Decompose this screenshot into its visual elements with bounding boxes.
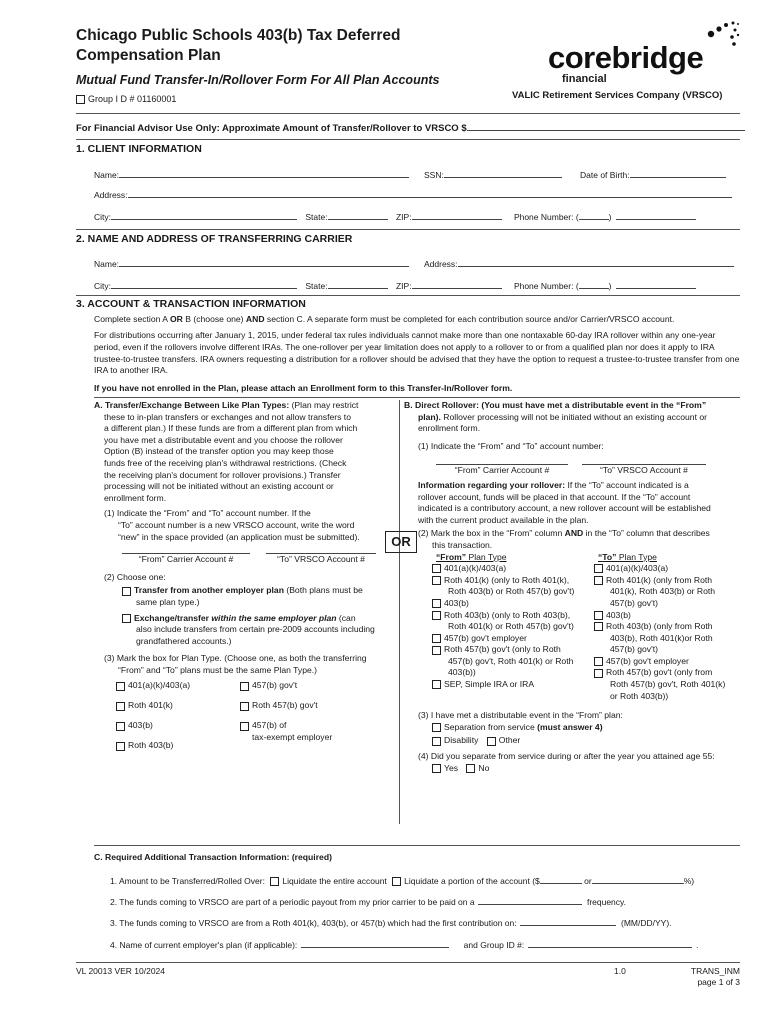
yes-label: Yes: [444, 762, 459, 773]
plan-type-label: Roth 403(b): [128, 740, 174, 751]
q3-format: (MM/DD/YY).: [621, 918, 672, 928]
separation-option[interactable]: [404, 722, 740, 734]
plan-type-option[interactable]: [116, 740, 240, 760]
from-type-option[interactable]: [432, 644, 594, 679]
to-type-option[interactable]: [594, 575, 740, 610]
divider: [76, 139, 740, 140]
opt2-rest: (can: [336, 612, 356, 623]
from-plan-types: [432, 552, 594, 703]
info-line: with the current product available in the plan.: [418, 514, 589, 525]
to-type-label: Roth 457(b) gov't, Roth 401(k): [610, 679, 726, 690]
to-type-checkbox[interactable]: [594, 611, 603, 620]
client-name-field[interactable]: [119, 168, 409, 178]
divider: [76, 295, 740, 296]
opt1-bold: Transfer from another employer plan: [134, 585, 284, 596]
plan-type-checkbox[interactable]: [116, 742, 125, 751]
rollover-rule-paragraph: For distributions occurring after January 1, 2015, under federal tax rules individuals cannot make more than one nontaxable 60-day IRA rollover within any one-year period, even if the rollovers involve different IRAs. The one-rollover per year limitation does not apply to a rollover to or from a qualified plan nor does it apply to IRA trustee-to-trustee transfers. IRA owners requesting a distribution for a rollover should be advised that they have the option to request a trustee-to-trustee transfer from one IRA to another IRA.: [94, 330, 740, 376]
to-type-checkbox[interactable]: [594, 657, 603, 666]
section-a-item2: (2) Choose one:: [104, 571, 166, 582]
advisor-label: For Financial Advisor Use Only: Approximate Amount of Transfer/Rollover to VRSCO $: [76, 123, 467, 134]
plan-type-left: [116, 680, 240, 760]
dob-field[interactable]: [630, 168, 726, 178]
carrier-address-row: [424, 257, 734, 269]
section-a-title: A. Transfer/Exchange Between Like Plan Types:: [94, 400, 290, 410]
address-label: Address:: [424, 259, 458, 269]
section-b-item1: (1) Indicate the “From” and “To” account number:: [418, 440, 604, 451]
to-type-option[interactable]: [594, 667, 740, 702]
transfer-employer-checkbox[interactable]: [122, 587, 131, 596]
section-b-accounts: [404, 464, 740, 477]
from-account-label: “From” Carrier Account #: [138, 554, 234, 565]
employer-plan-field[interactable]: [301, 938, 449, 948]
name-label: Name:: [94, 170, 120, 180]
section-a-item3: [94, 653, 394, 676]
from-type-label: 403(b): [444, 597, 469, 608]
item2-text: (2) Mark the box in the “From” column: [418, 528, 565, 539]
group-id-label: Group I D # 01160001: [88, 94, 177, 104]
ssn-row: [424, 168, 562, 180]
opt1-line2: same plan type.): [136, 596, 200, 607]
group-id: [76, 94, 176, 104]
from-type-label: Roth 401(k) (only to Roth 401(k),: [444, 574, 570, 585]
plan-type-option[interactable]: [240, 680, 390, 700]
plan-type-checkbox[interactable]: [240, 702, 249, 711]
section-b-title-rest: (You must have met a distributable event in the “From”: [481, 400, 707, 410]
to-type-option[interactable]: [594, 610, 740, 622]
disability-checkbox[interactable]: [432, 737, 441, 746]
item1-line: “new” in the space provided (an application must be submitted).: [118, 531, 360, 542]
section-b-item2: [404, 528, 740, 540]
to-type-checkbox[interactable]: [594, 669, 603, 678]
column-divider: [399, 400, 400, 824]
phone-close: ): [608, 281, 612, 291]
carrier-city-field[interactable]: [111, 279, 297, 289]
other-checkbox[interactable]: [487, 737, 496, 746]
city-row: [94, 210, 696, 222]
to-type-option[interactable]: [594, 621, 740, 656]
to-type-checkbox[interactable]: [594, 564, 603, 573]
section1-heading: 1. CLIENT INFORMATION: [76, 143, 202, 155]
from-type-label: SEP, Simple IRA or IRA: [444, 679, 535, 690]
to-type-label: 403(b), Roth 401(k)or Roth: [610, 632, 713, 643]
to-type-label: 457(b) gov't employer: [606, 655, 689, 666]
client-state-field[interactable]: [328, 210, 388, 220]
to-type-option[interactable]: [594, 563, 740, 575]
from-type-option[interactable]: [432, 633, 594, 645]
disability-label: Disability: [444, 735, 479, 746]
info-line: indicated is a contributory account, a new rollover account will be established: [418, 503, 711, 514]
info-line: rollover account, funds will be placed in that account. If the “To” account: [418, 491, 691, 502]
item1-line: “To” account number is a new VRSCO account, write the word: [118, 519, 355, 530]
plan-type-option[interactable]: [240, 700, 390, 720]
q4-label: 4. Name of current employer's plan (if applicable):: [110, 940, 298, 950]
q4-end: .: [696, 940, 699, 950]
form-id: VL 20013 VER 10/2024: [76, 966, 166, 976]
carrier-city-row: [94, 279, 696, 291]
section3-intro: [94, 314, 740, 326]
zip-label: ZIP:: [395, 212, 412, 222]
to-type-option[interactable]: [594, 656, 740, 668]
intro-text: section C. A separate form must be completed for each contribution source and/or Carrier/VRSCO account.: [264, 314, 675, 324]
opt2-bold: Exchange/transfer: [134, 612, 212, 623]
opt2-line: grandfathered accounts.): [136, 635, 232, 646]
from-type-checkbox[interactable]: [432, 611, 441, 620]
to-type-label: or Roth 403(b)): [610, 690, 669, 701]
b-from-account-field[interactable]: [436, 464, 568, 477]
divider: [76, 229, 740, 230]
intro-text: B (choose one): [182, 314, 246, 324]
client-name-row: [94, 168, 409, 180]
from-type-checkbox[interactable]: [432, 564, 441, 573]
desc-line: the receiving plan's document for rollover provisions.) Transfer: [104, 469, 341, 480]
portion-percent-field[interactable]: [592, 874, 684, 884]
state-label: State:: [305, 281, 328, 291]
item3-line: “From” and “To” plans must be the same Plan Type.): [118, 664, 318, 675]
from-type-label: Roth 401(k) or Roth 457(b) gov't): [448, 621, 574, 632]
intro-text: Complete section A: [94, 314, 170, 324]
name-label: Name:: [94, 259, 120, 269]
client-address-field[interactable]: [128, 188, 732, 198]
option-transfer-employer[interactable]: [94, 585, 394, 608]
plan-type-option[interactable]: [116, 720, 240, 740]
b-line2: Rollover processing will not be initiated without an existing account or: [440, 411, 707, 422]
divider: [94, 397, 740, 398]
to-head: Plan Type: [616, 551, 657, 562]
q1-label: 1. Amount to be Transferred/Rolled Over:: [110, 876, 265, 886]
from-type-label: 401(a)(k)/403(a): [444, 563, 507, 574]
section-a: [94, 400, 394, 760]
enrollment-note: If you have not enrolled in the Plan, please attach an Enrollment form to this Transfer-In/Rollover form.: [94, 383, 513, 393]
q3-label: 3. The funds coming to VRSCO are from a Roth 401(k), 403(b), or 457(b) which had the first contribution on:: [110, 918, 517, 928]
a-to-account-field[interactable]: [266, 553, 376, 566]
plan-type-label: tax-exempt employer: [252, 732, 333, 743]
desc-line: enrollment form.: [104, 492, 167, 503]
to-type-label: Roth 401(k) (only from Roth: [606, 574, 713, 585]
payout-frequency-field[interactable]: [478, 895, 582, 905]
or-label: or: [584, 876, 592, 886]
liquidate-portion-checkbox[interactable]: [392, 877, 401, 886]
first-contribution-date-field[interactable]: [520, 916, 616, 926]
plan-type-checkbox[interactable]: [116, 702, 125, 711]
plan-type-option[interactable]: [116, 680, 240, 700]
portion-amount-field[interactable]: [540, 874, 582, 884]
item2-text: in the “To” column that describes: [583, 528, 710, 539]
to-type-checkbox[interactable]: [594, 622, 603, 631]
corebridge-logo: corebridge: [548, 40, 704, 75]
plan-type-right: [240, 680, 390, 760]
other-label: Other: [498, 735, 521, 746]
intro-and: AND: [245, 314, 265, 324]
from-type-option[interactable]: [432, 598, 594, 610]
section3-heading: 3. ACCOUNT & TRANSACTION INFORMATION: [76, 298, 306, 310]
divider: [94, 845, 740, 846]
from-type-label: 403(b)): [448, 667, 476, 678]
section-a-description: [94, 412, 394, 505]
separation-note: (must answer 4): [537, 721, 603, 732]
item2-and: AND: [564, 528, 584, 539]
yes-checkbox[interactable]: [432, 764, 441, 773]
phone-label: Phone Number: (: [513, 212, 579, 222]
section-c-heading: C. Required Additional Transaction Information: (required): [94, 852, 332, 862]
desc-line: you have met a distributable event and you choose the rollover: [104, 434, 343, 445]
separation-checkbox[interactable]: [432, 723, 441, 732]
section-c-q3: [110, 916, 672, 928]
footer-divider: [76, 962, 740, 963]
client-city-field[interactable]: [111, 210, 297, 220]
b-plan: plan).: [418, 411, 441, 422]
plan-type-option[interactable]: [240, 720, 390, 732]
percent-label: %): [683, 876, 695, 886]
company-name: VALIC Retirement Services Company (VRSCO): [512, 90, 723, 101]
logo-dots-icon: [707, 20, 741, 50]
from-type-label: 457(b) gov't employer: [444, 632, 527, 643]
city-label: City:: [94, 212, 111, 222]
from-type-label: 457(b) gov't, Roth 401(k) or Roth: [448, 655, 574, 666]
section-b-item3: (3) I have met a distributable event in the “From” plan:: [418, 710, 623, 721]
plan-type-label: 401(a)(k)/403(a): [128, 680, 191, 691]
opt2-bold-italic: within the same employer plan: [211, 612, 337, 623]
section-a-item1: [94, 508, 394, 543]
divider: [76, 113, 740, 114]
plan-type-checkbox[interactable]: [240, 722, 249, 731]
advisor-line: [76, 121, 745, 134]
plan-type-grid: [94, 680, 394, 760]
plan-type-option[interactable]: [116, 700, 240, 720]
liquidate-entire-checkbox[interactable]: [270, 877, 279, 886]
from-account-label: “From” Carrier Account #: [454, 465, 550, 476]
from-type-option[interactable]: [432, 679, 594, 691]
to-head-bold: “To”: [598, 551, 617, 562]
section-a-accounts: [94, 553, 394, 566]
b-plan-type-grid: [404, 552, 740, 703]
q2-label: 2. The funds coming to VRSCO are part of a periodic payout from my prior carrier to be paid on a: [110, 897, 475, 907]
to-type-checkbox[interactable]: [594, 576, 603, 585]
opt2-line: also include transfers from certain pre-2009 accounts including: [136, 624, 375, 635]
from-type-checkbox[interactable]: [432, 576, 441, 585]
from-type-checkbox[interactable]: [432, 680, 441, 689]
or-box: OR: [385, 531, 417, 553]
address-label: Address:: [94, 190, 128, 200]
to-plan-type-heading: [594, 552, 740, 564]
plan-type-checkbox[interactable]: [116, 722, 125, 731]
liquidate-entire-label: Liquidate the entire account: [282, 876, 387, 886]
client-zip-field[interactable]: [412, 210, 502, 220]
desc-line: Option (B) instead of the transfer option you may keep those: [104, 446, 334, 457]
form-subtitle: Mutual Fund Transfer-In/Rollover Form For All Plan Accounts: [76, 73, 440, 87]
plan-type-label: 403(b): [128, 720, 153, 731]
zip-label: ZIP:: [395, 281, 412, 291]
to-type-label: Roth 403(b) (only from Roth: [606, 621, 713, 632]
ssn-field[interactable]: [444, 168, 562, 178]
plan-type-checkbox[interactable]: [240, 682, 249, 691]
event-options: [404, 735, 740, 747]
info-bold: Information regarding your rollover:: [418, 479, 566, 490]
form-code: TRANS_INM: [690, 966, 740, 976]
no-checkbox[interactable]: [466, 764, 475, 773]
desc-line: a different plan.) If these funds are from a different plan from which: [104, 423, 358, 434]
from-type-checkbox[interactable]: [432, 599, 441, 608]
section-c-q2: [110, 895, 626, 907]
group-id-checkbox[interactable]: [76, 95, 85, 104]
address-row: [94, 188, 732, 200]
section-b: [404, 400, 740, 774]
liquidate-portion-label: Liquidate a portion of the account ($: [404, 876, 540, 886]
logo-subtitle: financial: [562, 73, 607, 85]
section-b-title: B. Direct Rollover:: [404, 400, 479, 410]
info-rest: If the “To” account indicated is a: [565, 479, 689, 490]
to-type-label: 457(b) gov't): [610, 597, 658, 608]
a-from-account-field[interactable]: [122, 553, 250, 566]
page-number: page 1 of 3: [697, 977, 740, 987]
from-type-checkbox[interactable]: [432, 634, 441, 643]
from-type-option[interactable]: [432, 610, 594, 633]
to-plan-types: [594, 552, 740, 703]
opt1-rest: (Both plans must be: [283, 585, 363, 596]
intro-or: OR: [169, 314, 183, 324]
section-a-heading: [94, 400, 394, 412]
age-55-options: [404, 763, 740, 775]
to-type-label: 401(a)(k)/403(a): [606, 563, 669, 574]
no-label: No: [478, 762, 490, 773]
plan-type-label: Roth 401(k): [128, 700, 173, 711]
carrier-state-field[interactable]: [328, 279, 388, 289]
carrier-address-field[interactable]: [458, 257, 734, 267]
form-title: Chicago Public Schools 403(b) Tax Deferred Compensation Plan: [76, 27, 401, 64]
section-b-item4: (4) Did you separate from service during or after the year you attained age 55:: [418, 751, 715, 762]
carrier-area-code-field[interactable]: [579, 279, 609, 289]
desc-line: funds free of the receiving plan's withdrawal restrictions. (Check: [104, 457, 347, 468]
from-type-option[interactable]: [432, 575, 594, 598]
section-c-q1: [110, 874, 694, 886]
dob-row: [580, 168, 726, 180]
carrier-phone-field[interactable]: [616, 279, 696, 289]
to-account-label: “To” VRSCO Account #: [277, 554, 365, 565]
b-to-account-field[interactable]: [582, 464, 706, 477]
to-type-label: Roth 457(b) gov't (only from: [606, 667, 713, 678]
section-c-q4: [110, 938, 699, 950]
from-type-label: Roth 403(b) or Roth 457(b) gov't): [448, 586, 575, 597]
item3-line: (3) Mark the box for Plan Type. (Choose one, as both the transferring: [104, 653, 367, 664]
section2-heading: 2. NAME AND ADDRESS OF TRANSFERRING CARRIER: [76, 233, 353, 245]
to-type-label: 401(k), Roth 403(b) or Roth: [610, 586, 716, 597]
carrier-name-field[interactable]: [119, 257, 409, 267]
from-type-label: Roth 457(b) gov't (only to Roth: [444, 644, 561, 655]
form-version: 1.0: [614, 966, 626, 976]
city-label: City:: [94, 281, 111, 291]
section-b-heading: [404, 400, 740, 412]
plan-type-label: 457(b) gov't: [252, 680, 298, 691]
dob-label: Date of Birth:: [580, 170, 630, 180]
exchange-same-checkbox[interactable]: [122, 614, 131, 623]
desc-line: processing will not be initiated without an existing account or: [104, 481, 334, 492]
item1-line: (1) Indicate the “From” and “To” account number. If the: [104, 508, 311, 519]
state-label: State:: [305, 212, 328, 222]
item2-line2: this transaction.: [432, 539, 493, 550]
to-type-label: 403(b): [606, 609, 631, 620]
plan-type-checkbox[interactable]: [116, 682, 125, 691]
desc-line: these to in-plan transfers or exchanges and not allow transfers to: [104, 411, 351, 422]
carrier-zip-field[interactable]: [412, 279, 502, 289]
from-type-label: Roth 403(b) (only to Roth 403(b),: [444, 609, 571, 620]
ssn-label: SSN:: [424, 170, 444, 180]
advisor-amount-field[interactable]: [467, 121, 745, 131]
b-line3: enrollment form.: [418, 423, 481, 434]
q2-frequency: frequency.: [586, 897, 627, 907]
plan-type-label: 457(b) of: [252, 720, 287, 731]
to-account-label: “To” VRSCO Account #: [600, 465, 688, 476]
rollover-info: [404, 480, 740, 492]
phone-close: ): [608, 212, 612, 222]
from-plan-type-heading: [432, 552, 594, 564]
plan-type-label: Roth 457(b) gov't: [252, 700, 318, 711]
option-exchange-same[interactable]: [94, 613, 394, 648]
client-area-code-field[interactable]: [579, 210, 609, 220]
carrier-name-row: [94, 257, 409, 269]
from-type-option[interactable]: [432, 563, 594, 575]
phone-label: Phone Number: (: [513, 281, 579, 291]
section-b-sub: [404, 412, 740, 424]
separation-label: Separation from service: [444, 721, 538, 732]
group-id-field[interactable]: [528, 938, 692, 948]
from-head-bold: “From”: [436, 551, 467, 562]
group-id-label: and Group ID #:: [463, 940, 525, 950]
to-type-label: 457(b) gov't): [610, 644, 658, 655]
from-head: Plan Type: [466, 551, 507, 562]
from-type-checkbox[interactable]: [432, 646, 441, 655]
section-a-title-rest: (Plan may restrict: [289, 400, 359, 410]
client-phone-field[interactable]: [616, 210, 696, 220]
